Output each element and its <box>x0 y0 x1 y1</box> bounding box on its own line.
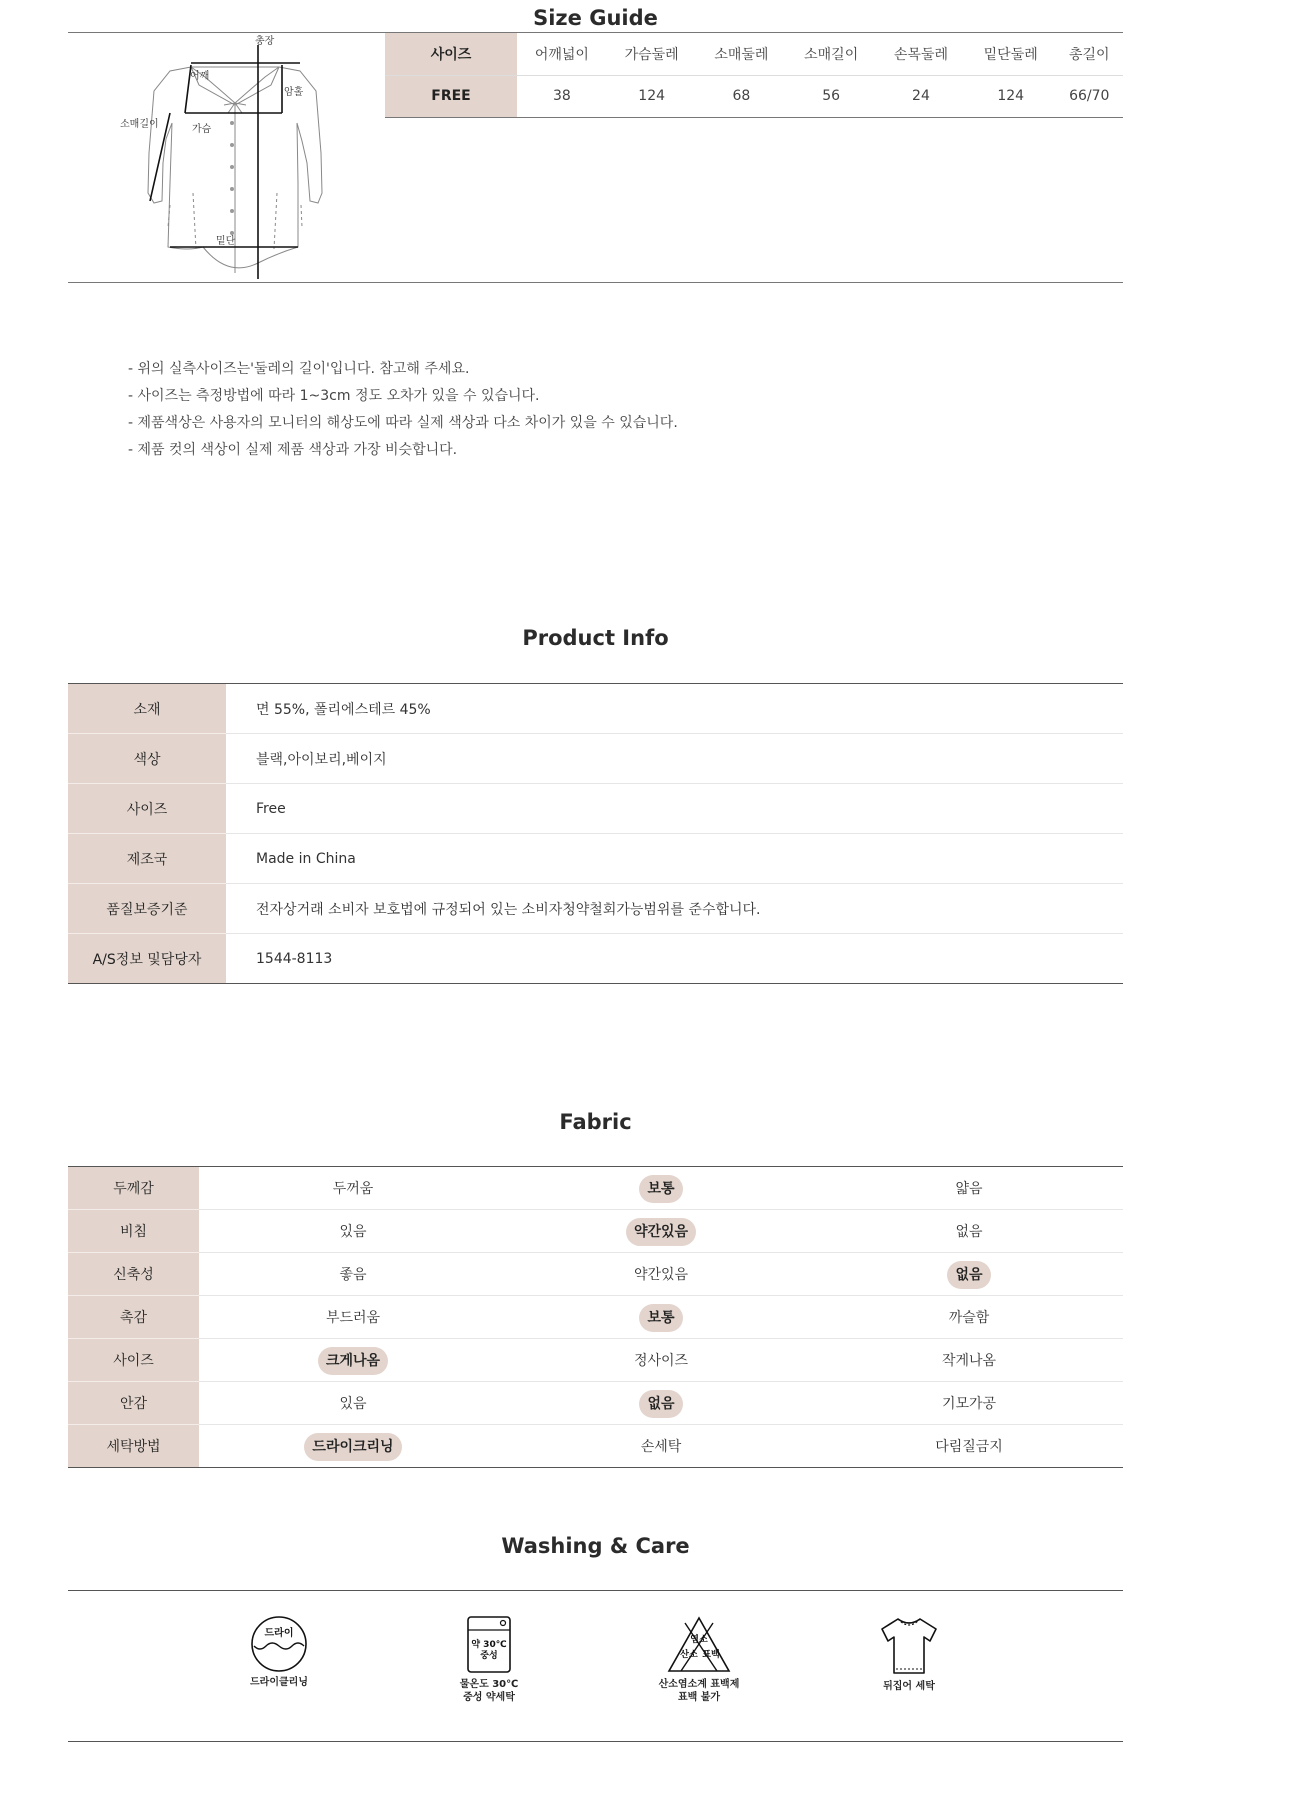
row-label: 색상 <box>68 734 226 784</box>
care-caption: 물온도 30℃ 중성 약세탁 <box>459 1679 519 1703</box>
label-hem: 밑단 <box>216 236 236 247</box>
row-label: 사이즈 <box>68 784 226 834</box>
size-cell: 124 <box>607 75 697 117</box>
fabric-option <box>815 1296 1123 1339</box>
table-row <box>68 784 1123 834</box>
fabric-option <box>815 1425 1123 1468</box>
fabric-row-label: 사이즈 <box>68 1339 199 1382</box>
care-item-wash-30 <box>424 1615 554 1704</box>
table-row <box>68 934 1123 984</box>
size-cell: 68 <box>697 75 787 117</box>
fabric-row <box>68 1339 1123 1382</box>
row-value: 1544-8113 <box>256 950 333 967</box>
care-item-no-bleach <box>634 1615 764 1704</box>
size-cell: 56 <box>786 75 876 117</box>
care-caption: 산소염소계 표백제 표백 불가 <box>658 1679 740 1703</box>
row-value: 블랙,아이보리,베이지 <box>226 734 1123 784</box>
fabric-option <box>815 1339 1123 1382</box>
fabric-option-label: 다림질금지 <box>935 1439 1003 1455</box>
washing-care-section <box>68 1590 1123 1742</box>
fabric-option <box>199 1210 507 1253</box>
fabric-option-selected <box>507 1382 815 1425</box>
fabric-option-label: 두꺼움 <box>332 1181 374 1197</box>
fabric-option <box>507 1425 815 1468</box>
fabric-row <box>68 1210 1123 1253</box>
wash-temp-text: 약 30℃ <box>471 1640 507 1650</box>
wash-neutral-text: 중성 <box>480 1651 498 1661</box>
product-info-title: Product Info <box>522 626 669 650</box>
col-sleeve-length: 소매길이 <box>786 33 876 75</box>
fabric-table <box>68 1166 1123 1468</box>
care-caption: 드라이클리닝 <box>250 1677 308 1688</box>
size-guide-title: Size Guide <box>533 6 658 30</box>
fabric-option-label: 보통 <box>639 1175 682 1203</box>
table-row <box>68 734 1123 784</box>
fabric-option-label: 정사이즈 <box>633 1353 689 1369</box>
fabric-option-label: 드라이크리닝 <box>304 1433 401 1461</box>
fabric-row <box>68 1425 1123 1468</box>
fabric-option-selected <box>815 1253 1123 1296</box>
bleach-text: 표백 <box>702 1650 720 1660</box>
garment-illustration <box>88 33 408 281</box>
fabric-row-label: 촉감 <box>68 1296 199 1339</box>
fabric-row <box>68 1253 1123 1296</box>
label-shoulder: 어깨 <box>190 71 210 82</box>
fabric-option <box>815 1210 1123 1253</box>
fabric-option-label: 약간있음 <box>633 1267 689 1283</box>
size-cell: 124 <box>966 75 1056 117</box>
fabric-option <box>199 1167 507 1210</box>
size-cell: FREE <box>385 75 517 117</box>
fabric-option-label: 있음 <box>339 1396 367 1412</box>
fabric-option-label: 얇음 <box>955 1181 983 1197</box>
table-row <box>68 684 1123 734</box>
fabric-option-label: 있음 <box>339 1224 367 1240</box>
fabric-option-label: 없음 <box>639 1390 682 1418</box>
size-header: 사이즈 <box>385 33 517 75</box>
dry-clean-icon <box>248 1615 310 1673</box>
size-table-header-row <box>385 33 1123 75</box>
fabric-option <box>507 1253 815 1296</box>
size-table <box>385 33 1123 118</box>
note-line: - 사이즈는 측정방법에 따라 1~3cm 정도 오차가 있을 수 있습니다. <box>128 388 540 404</box>
row-label: A/S정보 및담당자 <box>68 934 226 984</box>
fabric-option <box>815 1382 1123 1425</box>
garment-diagram <box>88 33 408 281</box>
fabric-option-label: 없음 <box>947 1261 990 1289</box>
fabric-option <box>507 1339 815 1382</box>
row-label: 제조국 <box>68 834 226 884</box>
row-value: 면 55%, 폴리에스테르 45% <box>226 684 1123 734</box>
fabric-option-selected <box>199 1425 507 1468</box>
care-caption: 뒤집어 세탁 <box>883 1681 935 1692</box>
care-item-dry-clean <box>214 1615 344 1689</box>
product-info-table <box>68 683 1123 984</box>
fabric-row <box>68 1167 1123 1210</box>
table-row <box>68 884 1123 934</box>
fabric-option-label: 손세탁 <box>640 1439 682 1455</box>
chlorine-text: 염소 <box>690 1635 708 1645</box>
care-item-inside-out <box>844 1615 974 1693</box>
size-row-free <box>385 75 1123 117</box>
row-label: 품질보증기준 <box>68 884 226 934</box>
label-chest: 가슴 <box>192 124 212 135</box>
fabric-option-label: 보통 <box>639 1304 682 1332</box>
col-chest: 가슴둘레 <box>607 33 697 75</box>
col-total-length: 총길이 <box>1056 33 1123 75</box>
fabric-option-label: 크게나옴 <box>318 1347 388 1375</box>
fabric-row-label: 두께감 <box>68 1167 199 1210</box>
fabric-option-selected <box>507 1296 815 1339</box>
col-wrist: 손목둘레 <box>876 33 966 75</box>
wash-30-icon <box>464 1615 514 1675</box>
note-line: - 제품색상은 사용자의 모니터의 해상도에 따라 실제 색상과 다소 차이가 있을 수 있습니다. <box>128 415 678 431</box>
fabric-option-label: 작게나옴 <box>941 1353 997 1369</box>
fabric-option <box>199 1253 507 1296</box>
fabric-option <box>815 1167 1123 1210</box>
fabric-option-label: 기모가공 <box>941 1396 997 1412</box>
fabric-option-selected <box>199 1339 507 1382</box>
dry-clean-symbol-text: 드라이 <box>264 1628 294 1639</box>
col-hem: 밑단둘레 <box>966 33 1056 75</box>
no-bleach-icon <box>665 1615 733 1675</box>
table-row <box>68 834 1123 884</box>
label-armhole: 암홀 <box>284 87 304 98</box>
fabric-row <box>68 1382 1123 1425</box>
size-guide-section <box>68 32 1123 283</box>
fabric-option <box>199 1382 507 1425</box>
size-cell: 66/70 <box>1056 75 1123 117</box>
fabric-row-label: 세탁방법 <box>68 1425 199 1468</box>
oxygen-text: 산소 <box>680 1650 698 1660</box>
fabric-option-label: 부드러움 <box>325 1310 381 1326</box>
row-label: 소재 <box>68 684 226 734</box>
size-cell: 24 <box>876 75 966 117</box>
fabric-row-label: 비침 <box>68 1210 199 1253</box>
col-sleeve-circumference: 소매둘레 <box>697 33 787 75</box>
fabric-option-label: 좋음 <box>339 1267 367 1283</box>
fabric-row-label: 신축성 <box>68 1253 199 1296</box>
fabric-row-label: 안감 <box>68 1382 199 1425</box>
row-value: Made in China <box>226 834 1123 884</box>
note-line: - 제품 컷의 색상이 실제 제품 색상과 가장 비슷합니다. <box>128 442 458 458</box>
row-value: 전자상거래 소비자 보호법에 규정되어 있는 소비자청약철회가능범위를 준수합니다. <box>226 884 1123 934</box>
washing-care-title: Washing & Care <box>501 1534 690 1558</box>
size-cell: 38 <box>517 75 607 117</box>
col-shoulder-width: 어깨넓이 <box>517 33 607 75</box>
fabric-option <box>199 1296 507 1339</box>
fabric-option-label: 약간있음 <box>626 1218 696 1246</box>
fabric-option-selected <box>507 1167 815 1210</box>
row-value: Free <box>226 784 1123 834</box>
note-line: - 위의 실측사이즈는'둘레의 길이'입니다. 참고해 주세요. <box>128 361 470 377</box>
label-total-length: 총장 <box>255 36 275 47</box>
size-notes <box>128 356 678 464</box>
fabric-option-label: 까슬함 <box>948 1310 990 1326</box>
fabric-title: Fabric <box>559 1110 632 1134</box>
inside-out-icon <box>878 1615 940 1677</box>
fabric-option-label: 없음 <box>955 1224 983 1240</box>
label-sleeve-length: 소매길이 <box>120 119 159 130</box>
fabric-row <box>68 1296 1123 1339</box>
fabric-option-selected <box>507 1210 815 1253</box>
